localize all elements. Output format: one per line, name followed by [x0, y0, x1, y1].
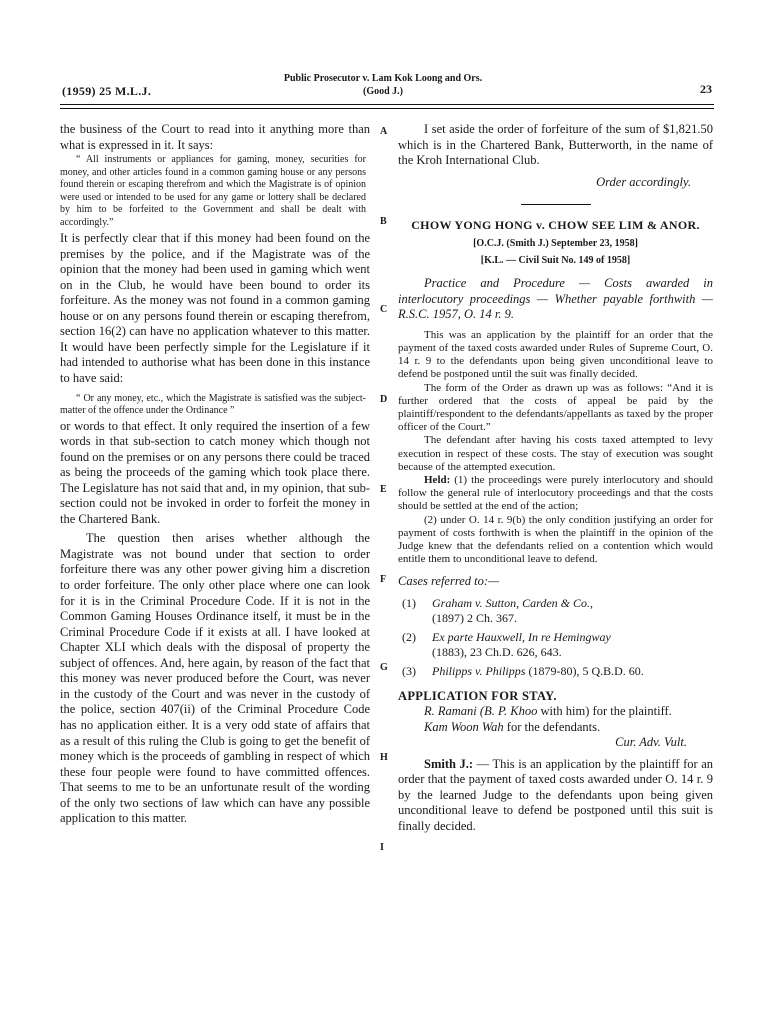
cases-list [398, 596, 713, 679]
header-rule-thick [60, 104, 714, 105]
header-rule-thin [60, 108, 714, 109]
case-citation: Ex parte Hauxwell, In re Hemingway (1883), 23 Ch.D. 626, 643. [432, 630, 611, 660]
volume-citation: (1959) 25 M.L.J. [62, 84, 152, 98]
suit-line: [K.L. — Civil Suit No. 149 of 1958] [480, 255, 631, 267]
margin-letter-d: D [380, 394, 388, 405]
held-1 [398, 474, 713, 514]
application-heading: APPLICATION FOR STAY. [398, 689, 557, 704]
running-case-line1: Public Prosecutor v. Lam Kok Loong and Ors. [283, 73, 483, 84]
section-separator [521, 204, 591, 205]
running-case-line2: (Good J.) [363, 86, 403, 97]
case-title: CHOW YONG HONG v. CHOW SEE LIM & ANOR. [411, 218, 700, 233]
case-item [398, 596, 713, 626]
case-item [398, 664, 713, 679]
statute-quote-2: “ Or any money, etc., which the Magistrate is satisfied was the subject-matter of the offence under the Ordinance ” [60, 392, 366, 417]
judge-name: Smith J.: [424, 756, 474, 771]
statute-quote-1: “ All instruments or appliances for gaming, money, securities for money, and other articles found in a common gaming house or any persons found therein or escaping therefrom and which the Magistrate is of opinion were used or intended to be used for any game or lottery shall be declared by him to be forfeited to the Government and shall be dealt with accordingly.” [60, 154, 366, 228]
held-2: (2) under O. 14 r. 9(b) the only condition justifying an order for payment of costs forthwith is when the plaintiff in the opinion of the Judge knew that the defendants relied on a contention which would entitle them to unconditional leave to defend. [398, 513, 713, 566]
margin-letter-g: G [380, 662, 388, 673]
cur-adv-vult: Cur. Adv. Vult. [615, 735, 687, 750]
judgment-paragraph [398, 757, 713, 835]
counsel-defendants: Kam Woon Wah for the defendants. [424, 719, 601, 734]
held-1-text: (1) the proceedings were purely interlocutory and should follow the general rule of interlocutory proceedings and that the costs should be settled at the end of the action; [398, 474, 714, 513]
headnote-3: The defendant after having his costs taxed attempted to levy execution in respect of these costs. The stay of execution was sought because of the attempted execution. [398, 434, 713, 473]
right-column [398, 122, 713, 834]
left-paragraph-2: It is perfectly clear that if this money had been found on the premises by the police, and if the Magistrate was of the opinion that the money had been used in gaming which went on in the Club, he would have been bound to order its forfeiture. As the money was not found in a common gaming house or on any persons found therein or escaping therefrom, section 16(2) can have no application whatever to this matter. It would have been perfectly simple for the Legislature if it had intended to authorise what has been done in this instance to have said: [60, 231, 370, 386]
margin-letter-h: H [380, 752, 388, 763]
order-accordingly: Order accordingly. [596, 174, 691, 189]
catchwords: Practice and Procedure — Costs awarded in interlocutory proceedings — Whether payable forthwith — R.S.C. 1957, O. 14 r. 9. [398, 276, 713, 322]
judgment-text: — This is an application by the plaintiff for an order that the payment of taxed costs awarded under O. 14 r. 9 by the learned Judge to the defendants upon being given unconditional leave to defend be postponed until this suit is finally decided. [398, 756, 713, 833]
margin-letter-e: E [380, 484, 387, 495]
left-paragraph-3: or words to that effect. It only required the insertion of a few words in that sub-section to catch money which though not found on the premises or on any persons there could be traced as being the proceeds of the gaming which took place there. The Legislature has not said that and, in my opinion, that sub-section could not be invoked in order to forfeit the money in the Chartered Bank. [60, 418, 371, 526]
case-citation: Philipps v. Philipps (1879-80), 5 Q.B.D. 60. [432, 664, 644, 679]
margin-letter-f: F [380, 574, 387, 585]
margin-letter-c: C [380, 304, 388, 315]
left-paragraph-4: The question then arises whether although the Magistrate was not bound under that section to order forfeiture there was any other power giving him a discretion to order forfeiture. The only other place where one can look for it is in the Criminal Procedure Code. If it is not in the Common Gaming Houses Ordinance itself, it must be in the Criminal Procedure Code if it exists at all. I have looked at Chapter XLI which deals with the disposal of property the subject of offences. And, here again, by reason of the fact that this money was never produced before the Court, was never in the custody of the Court and was never in the custody of the police, section 407(ii) of the Criminal Procedure Code has no application either. It is a very odd state of affairs that as a result of this ruling the Club is going to get the benefit of money which is the proceeds of gambling in respect of which these four people were found to have committed offences. That seems to me to be an unfortunate result of the wording of the only two sections of law which can have any possible application to this matter. [60, 531, 370, 826]
margin-letter-b: B [380, 216, 387, 227]
counsel-plaintiff: R. Ramani (B. P. Khoo with him) for the plaintiff. [424, 704, 672, 719]
right-paragraph-1: I set aside the order of forfeiture of the sum of $1,821.50 which is in the Chartered Bank, Butterworth, in the name of the Kroh International Club. [398, 122, 713, 168]
left-column [60, 122, 370, 827]
case-number: (1) [402, 596, 416, 611]
case-number: (2) [402, 630, 416, 645]
margin-letter-i: I [380, 842, 384, 853]
page-number: 23 [700, 82, 712, 96]
headnote-1: This was an application by the plaintiff for an order that the payment of the taxed costs awarded under Rules of Supreme Court, O. 14 r. 9 to the defendants upon being given unconditional leave to defend be postponed until the suit was finally decided. [398, 328, 713, 381]
held-label: Held: [424, 474, 451, 487]
case-citation: Graham v. Sutton, Carden & Co., (1897) 2 Ch. 367. [432, 596, 593, 626]
margin-letter-a: A [380, 126, 388, 137]
case-number: (3) [402, 664, 416, 679]
headnote-2: The form of the Order as drawn up was as follows: “And it is further ordered that the costs of appeal be paid by the plaintiff/respondent to the defendants/appellants as taxed by the proper officer of the Court.” [398, 381, 713, 434]
left-paragraph-1: the business of the Court to read into it anything more than what is expressed in it. It says: [60, 122, 370, 152]
court-line: [O.C.J. (Smith J.) September 23, 1958] [473, 238, 638, 250]
cases-heading: Cases referred to:— [398, 574, 500, 589]
running-case-title [235, 72, 531, 98]
case-item [398, 630, 713, 660]
